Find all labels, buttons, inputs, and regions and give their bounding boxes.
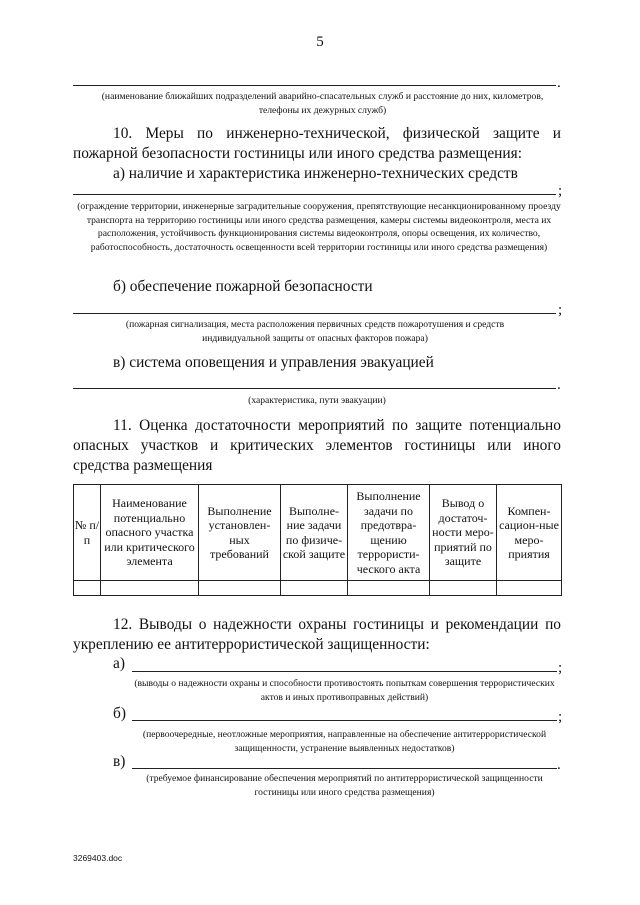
section12-b-fill-line	[132, 720, 557, 721]
section12-a-note: (выводы о надежности охраны и способности противостоять попыткам совершения террористических актов и иных противоправных действий)	[134, 678, 555, 703]
section12-c-note: (требуемое финансирование обеспечения мероприятий по антитеррористической защищенности гостиницы или иного средства размещения)	[146, 773, 543, 798]
section10-c-fill-line	[73, 388, 556, 389]
section10-b-label: б) обеспечение пожарной безопасности	[113, 278, 373, 295]
section10-a-note: (ограждение территории, инженерные заградительные сооружения, препятствующие несанкционированному проезду транспорта на территорию гостиницы или иного средства размещения, камеры системы видеоконтроля, места их расположения, устойчивость функционирования системы видеоконтроля, опоры освещения, их количество, работоспособность, достаточность освещенности всей территории гостиницы или иного средства размещения)	[77, 201, 561, 253]
section10-c-note: (характеристика, пути эвакуации)	[248, 395, 386, 406]
section12-a-semicolon: ;	[558, 660, 563, 676]
header-sufficiency: Вывод о достаточ-ности меро-приятий по защите	[430, 485, 497, 581]
section10-a-fill-line	[73, 194, 556, 195]
section12-c-period: .	[557, 757, 561, 773]
section10-b-fill-line	[73, 313, 556, 314]
section10-heading: 10. Меры по инженерно-технической, физической защите и пожарной безопасности гостиницы или иного средства размещения:	[73, 125, 561, 162]
header-number: № п/п	[74, 485, 101, 581]
section12-b-note: (первоочередные, неотложные мероприятия, направленные на обеспечение антитеррористической защищенности, устранение выявленных недостатков)	[142, 729, 547, 754]
section12-heading: 12. Выводы о надежности охраны гостиницы и рекомендации по укреплению ее антитеррористической защищенности:	[73, 616, 561, 653]
section12-a-label: а)	[113, 655, 125, 672]
header-compensation: Компен-сацион-ные меро-приятия	[497, 485, 562, 581]
header-prevention: Выполнение задачи по предотвра-щению террористи-ческого акта	[348, 485, 430, 581]
header-physical-protection: Выполне-ние задачи по физиче-ской защите	[281, 485, 348, 581]
section10-a-label: а) наличие и характеристика инженерно-технических средств	[113, 165, 518, 182]
evaluation-table	[73, 484, 562, 596]
section12-b-semicolon: ;	[558, 709, 563, 725]
table-row	[74, 581, 562, 596]
header-object-name: Наименование потенциально опасного участка или критического элемента	[101, 485, 199, 581]
section10-b-note: (пожарная сигнализация, места расположения первичных средств пожаротушения и средств индивидуальной защиты от опасных факторов пожара)	[125, 319, 505, 344]
section12-b-label: б)	[113, 705, 126, 722]
table-header-row	[74, 485, 562, 581]
section11-heading: 11. Оценка достаточности мероприятий по защите потенциально опасных участков и критических элементов гостиницы или иного средства размещения	[73, 417, 561, 474]
section12-c-label: в)	[113, 753, 126, 770]
section10-a-semicolon: ;	[558, 183, 563, 199]
footer-doc-code: 3269403.doc	[73, 853, 123, 863]
section12-c-fill-line	[132, 768, 557, 769]
section10-c-period: .	[557, 377, 561, 393]
section10-b-semicolon: ;	[558, 302, 563, 318]
header-requirements: Выполнение установлен-ных требований	[199, 485, 281, 581]
services-period: .	[557, 75, 561, 91]
services-note: (наименование ближайших подразделений аварийно-спасательных служб и расстояние до них, километров, телефоны их дежурных служб)	[101, 91, 544, 116]
section10-c-label: в) система оповещения и управления эвакуацией	[113, 354, 434, 371]
page-number: 5	[316, 34, 324, 50]
section12-a-fill-line	[132, 671, 557, 672]
services-fill-line	[73, 85, 556, 86]
